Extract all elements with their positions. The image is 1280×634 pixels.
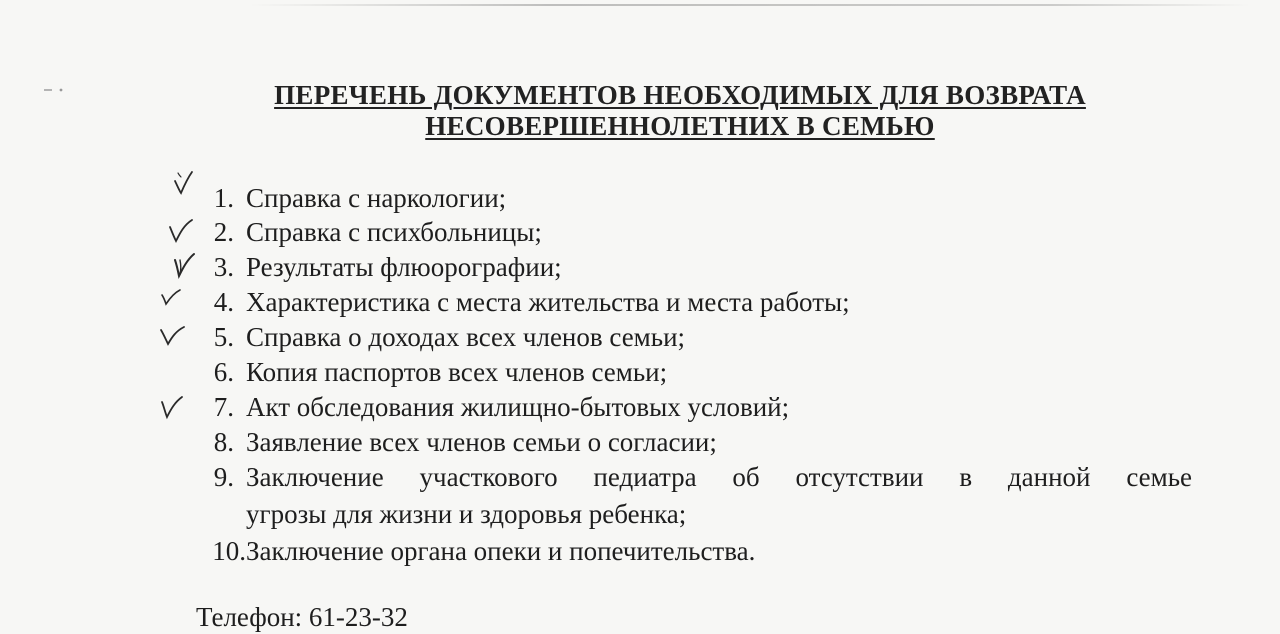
- item-number: 10.: [212, 536, 246, 566]
- item-number: 9.: [213, 462, 234, 492]
- item-text: Справка с наркологии;: [246, 183, 507, 213]
- item-text: Заключение участкового педиатра об отсутствии в данной семье: [246, 462, 1192, 492]
- item-text: Справка с психбольницы;: [246, 217, 542, 247]
- item-text: Заявление всех членов семьи о согласии;: [246, 427, 717, 457]
- phone-line: Телефон: 61-23-32: [196, 602, 408, 632]
- item-number: 6.: [213, 357, 234, 387]
- title-line-2: НЕСОВЕРШЕННОЛЕТНИХ В СЕМЬЮ: [425, 111, 935, 141]
- item-number: 8.: [213, 427, 234, 457]
- item-text: Акт обследования жилищно-бытовых условий;: [246, 392, 790, 422]
- item-text: Заключение органа опеки и попечительства.: [246, 536, 756, 566]
- item-text: Характеристика с места жительства и места работы;: [246, 287, 850, 317]
- item-number: 4.: [213, 287, 234, 317]
- item-number: 1.: [213, 183, 234, 213]
- item-text: Справка о доходах всех членов семьи;: [246, 322, 686, 352]
- item-number: 5.: [213, 322, 234, 352]
- item-text: Копия паспортов всех членов семьи;: [246, 357, 668, 387]
- item-text-continued: угрозы для жизни и здоровья ребенка;: [246, 499, 687, 529]
- title-line-1: ПЕРЕЧЕНЬ ДОКУМЕНТОВ НЕОБХОДИМЫХ ДЛЯ ВОЗВРАТА: [274, 80, 1086, 110]
- item-number: 2.: [213, 217, 234, 247]
- item-number: 7.: [213, 392, 234, 422]
- item-text: Результаты флюорографии;: [246, 252, 562, 282]
- item-number: 3.: [213, 252, 234, 282]
